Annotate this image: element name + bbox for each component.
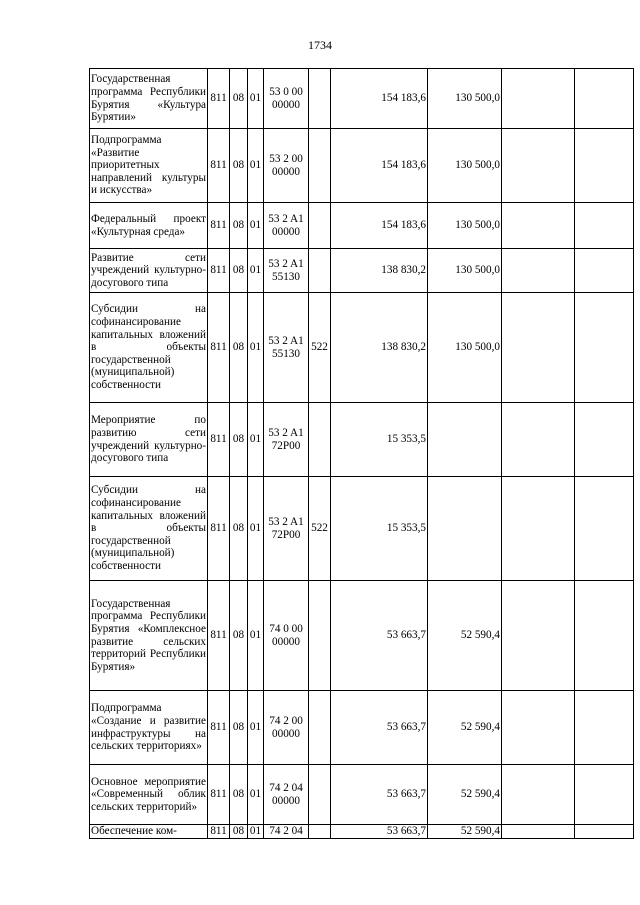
row-name: Субсидии на софинансирование капитальных вложений в объекты государственной (муниципальной) собственности [90,293,208,403]
row-name: Государственная программа Республики Бурятия «Культура Бурятии» [90,69,208,129]
row-expense-type [309,403,331,477]
row-amount-3 [502,293,575,403]
row-amount-3 [502,825,575,839]
table-row [90,765,634,825]
row-amount-4 [575,825,634,839]
row-amount-1: 53 663,7 [331,825,428,839]
row-name: Мероприятие по развитию сети учреждений культурно-досугового типа [90,403,208,477]
row-subsection-code: 01 [248,477,264,581]
row-amount-4 [575,765,634,825]
row-amount-1: 53 663,7 [331,765,428,825]
row-amount-4 [575,293,634,403]
row-name: Федеральный проект «Культурная среда» [90,203,208,249]
table-row [90,129,634,203]
row-gr-code: 811 [208,293,230,403]
row-subsection-code: 01 [248,581,264,691]
row-subsection-code: 01 [248,69,264,129]
row-amount-2: 52 590,4 [428,691,502,765]
row-subsection-code: 01 [248,825,264,839]
row-amount-3 [502,691,575,765]
row-amount-4 [575,691,634,765]
row-name: Подпрограмма «Развитие приоритетных направлений культуры и искусства» [90,129,208,203]
row-amount-2: 130 500,0 [428,203,502,249]
row-subsection-code: 01 [248,765,264,825]
row-amount-2: 130 500,0 [428,69,502,129]
row-amount-1: 154 183,6 [331,69,428,129]
row-expense-type: 522 [309,477,331,581]
row-subsection-code: 01 [248,249,264,293]
row-amount-1: 138 830,2 [331,293,428,403]
row-amount-4 [575,129,634,203]
table-row [90,293,634,403]
row-amount-4 [575,203,634,249]
row-gr-code: 811 [208,203,230,249]
row-gr-code: 811 [208,249,230,293]
row-amount-4 [575,69,634,129]
table-row [90,825,634,839]
table-row [90,69,634,129]
row-amount-3 [502,249,575,293]
row-amount-3 [502,69,575,129]
row-gr-code: 811 [208,403,230,477]
row-gr-code: 811 [208,691,230,765]
row-amount-2: 52 590,4 [428,581,502,691]
row-target-article: 74 2 00 00000 [264,691,309,765]
page-number: 1734 [308,38,332,52]
row-section-code: 08 [230,691,248,765]
row-gr-code: 811 [208,69,230,129]
row-expense-type [309,69,331,129]
table-row [90,403,634,477]
row-name: Развитие сети учреждений культурно-досугового типа [90,249,208,293]
row-target-article: 53 2 A1 00000 [264,203,309,249]
row-target-article: 74 0 00 00000 [264,581,309,691]
table-row [90,249,634,293]
row-target-article: 53 2 A1 55130 [264,249,309,293]
row-amount-4 [575,477,634,581]
row-expense-type [309,581,331,691]
row-section-code: 08 [230,765,248,825]
table-row [90,477,634,581]
row-amount-2: 130 500,0 [428,249,502,293]
table-row [90,203,634,249]
row-amount-3 [502,477,575,581]
row-expense-type [309,249,331,293]
row-target-article: 53 0 00 00000 [264,69,309,129]
row-expense-type [309,129,331,203]
row-target-article: 53 2 00 00000 [264,129,309,203]
row-section-code: 08 [230,203,248,249]
row-name: Государственная программа Республики Бурятия «Комплексное развитие сельских территорий Республики Бурятия» [90,581,208,691]
row-amount-2: 130 500,0 [428,129,502,203]
row-amount-4 [575,249,634,293]
row-amount-1: 154 183,6 [331,203,428,249]
row-section-code: 08 [230,249,248,293]
row-amount-1: 154 183,6 [331,129,428,203]
row-amount-3 [502,765,575,825]
row-amount-1: 15 353,5 [331,477,428,581]
table-body [90,69,634,839]
row-amount-2: 52 590,4 [428,765,502,825]
row-amount-1: 138 830,2 [331,249,428,293]
row-amount-3 [502,581,575,691]
row-target-article: 53 2 A1 72P00 [264,403,309,477]
row-gr-code: 811 [208,581,230,691]
row-amount-4 [575,581,634,691]
row-section-code: 08 [230,825,248,839]
row-gr-code: 811 [208,765,230,825]
row-amount-1: 53 663,7 [331,691,428,765]
row-section-code: 08 [230,129,248,203]
row-subsection-code: 01 [248,691,264,765]
row-amount-1: 53 663,7 [331,581,428,691]
row-subsection-code: 01 [248,403,264,477]
row-amount-3 [502,203,575,249]
row-expense-type [309,765,331,825]
row-target-article: 53 2 A1 72P00 [264,477,309,581]
row-gr-code: 811 [208,477,230,581]
table-row [90,581,634,691]
row-section-code: 08 [230,477,248,581]
row-amount-1: 15 353,5 [331,403,428,477]
row-section-code: 08 [230,403,248,477]
row-name: Обеспечение ком- [90,825,208,839]
row-expense-type [309,691,331,765]
row-expense-type [309,203,331,249]
row-target-article: 74 2 04 [264,825,309,839]
row-expense-type: 522 [309,293,331,403]
row-subsection-code: 01 [248,129,264,203]
row-amount-4 [575,403,634,477]
row-name: Субсидии на софинансирование капитальных вложений в объекты государственной (муниципальной) собственности [90,477,208,581]
row-amount-2: 52 590,4 [428,825,502,839]
row-section-code: 08 [230,581,248,691]
table-row [90,691,634,765]
row-subsection-code: 01 [248,293,264,403]
row-gr-code: 811 [208,129,230,203]
budget-table [89,68,634,839]
row-target-article: 53 2 A1 55130 [264,293,309,403]
row-name: Подпрограмма «Создание и развитие инфраструктуры на сельских территориях» [90,691,208,765]
row-amount-2 [428,477,502,581]
row-gr-code: 811 [208,825,230,839]
row-amount-2 [428,403,502,477]
row-target-article: 74 2 04 00000 [264,765,309,825]
row-section-code: 08 [230,293,248,403]
row-section-code: 08 [230,69,248,129]
row-expense-type [309,825,331,839]
row-amount-3 [502,129,575,203]
row-name: Основное мероприятие «Современный облик сельских территорий» [90,765,208,825]
row-amount-2: 130 500,0 [428,293,502,403]
row-subsection-code: 01 [248,203,264,249]
row-amount-3 [502,403,575,477]
